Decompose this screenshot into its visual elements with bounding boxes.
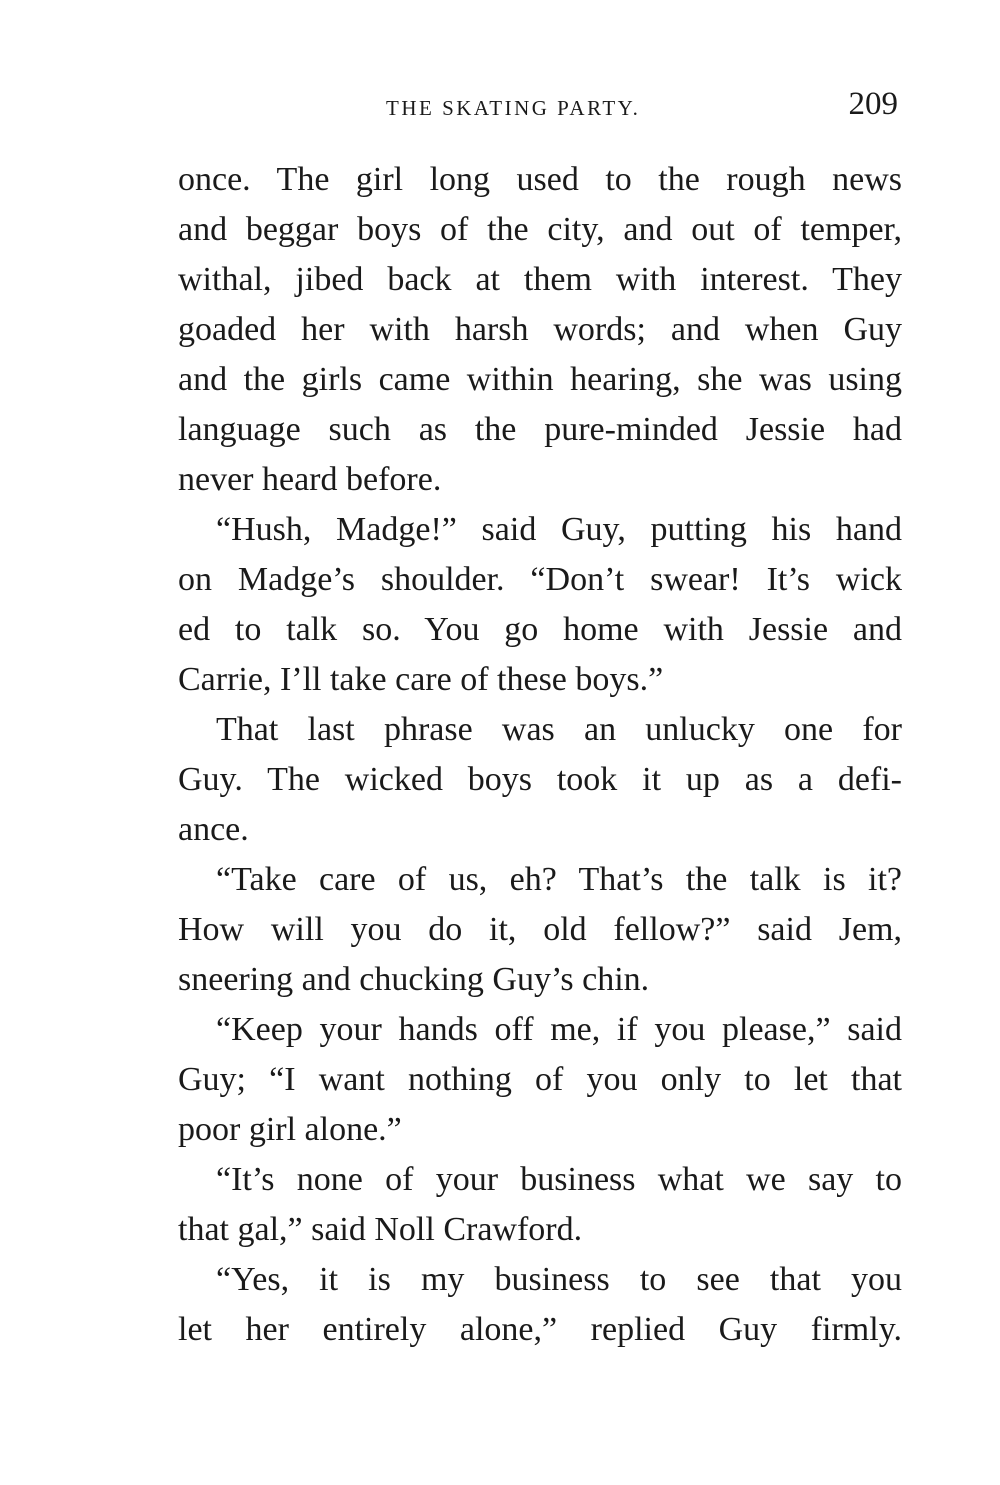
text-line: ed to talk so. You go home with Jessie and	[178, 611, 902, 648]
text-line: How will you do it, old fellow?” said Jem,	[178, 911, 902, 948]
text-line: goaded her with harsh words; and when Guy	[178, 311, 902, 348]
text-line: “Keep your hands off me, if you please,” said	[216, 1011, 902, 1048]
text-line: poor girl alone.”	[178, 1111, 402, 1148]
text-line: that gal,” said Noll Crawford.	[178, 1211, 583, 1248]
text-line: That last phrase was an unlucky one for	[216, 711, 902, 748]
text-line: language such as the pure-minded Jessie had	[178, 411, 902, 448]
running-title: THE SKATING PARTY.	[386, 96, 641, 120]
text-line: and the girls came within hearing, she was using	[178, 361, 902, 398]
text-line: withal, jibed back at them with interest. They	[178, 261, 902, 298]
text-line: “Take care of us, eh? That’s the talk is it?	[216, 861, 902, 898]
page-number: 209	[848, 86, 898, 122]
text-line: “Hush, Madge!” said Guy, putting his hand	[216, 511, 902, 548]
text-line: Carrie, I’ll take care of these boys.”	[178, 661, 664, 698]
body-text	[178, 155, 902, 1355]
text-line: on Madge’s shoulder. “Don’t swear! It’s wick	[178, 561, 902, 598]
text-line: and beggar boys of the city, and out of temper,	[178, 211, 902, 248]
text-line: sneering and chucking Guy’s chin.	[178, 961, 650, 998]
running-head	[178, 86, 902, 126]
text-line: never heard before.	[178, 461, 442, 498]
text-line: Guy. The wicked boys took it up as a defi-	[178, 761, 902, 798]
text-line: let her entirely alone,” replied Guy firmly.	[178, 1311, 902, 1348]
text-line: ance.	[178, 811, 249, 848]
text-line: “It’s none of your business what we say to	[216, 1161, 902, 1198]
text-line: once. The girl long used to the rough news	[178, 161, 902, 198]
text-line: Guy; “I want nothing of you only to let that	[178, 1061, 902, 1098]
text-line: “Yes, it is my business to see that you	[216, 1261, 902, 1298]
